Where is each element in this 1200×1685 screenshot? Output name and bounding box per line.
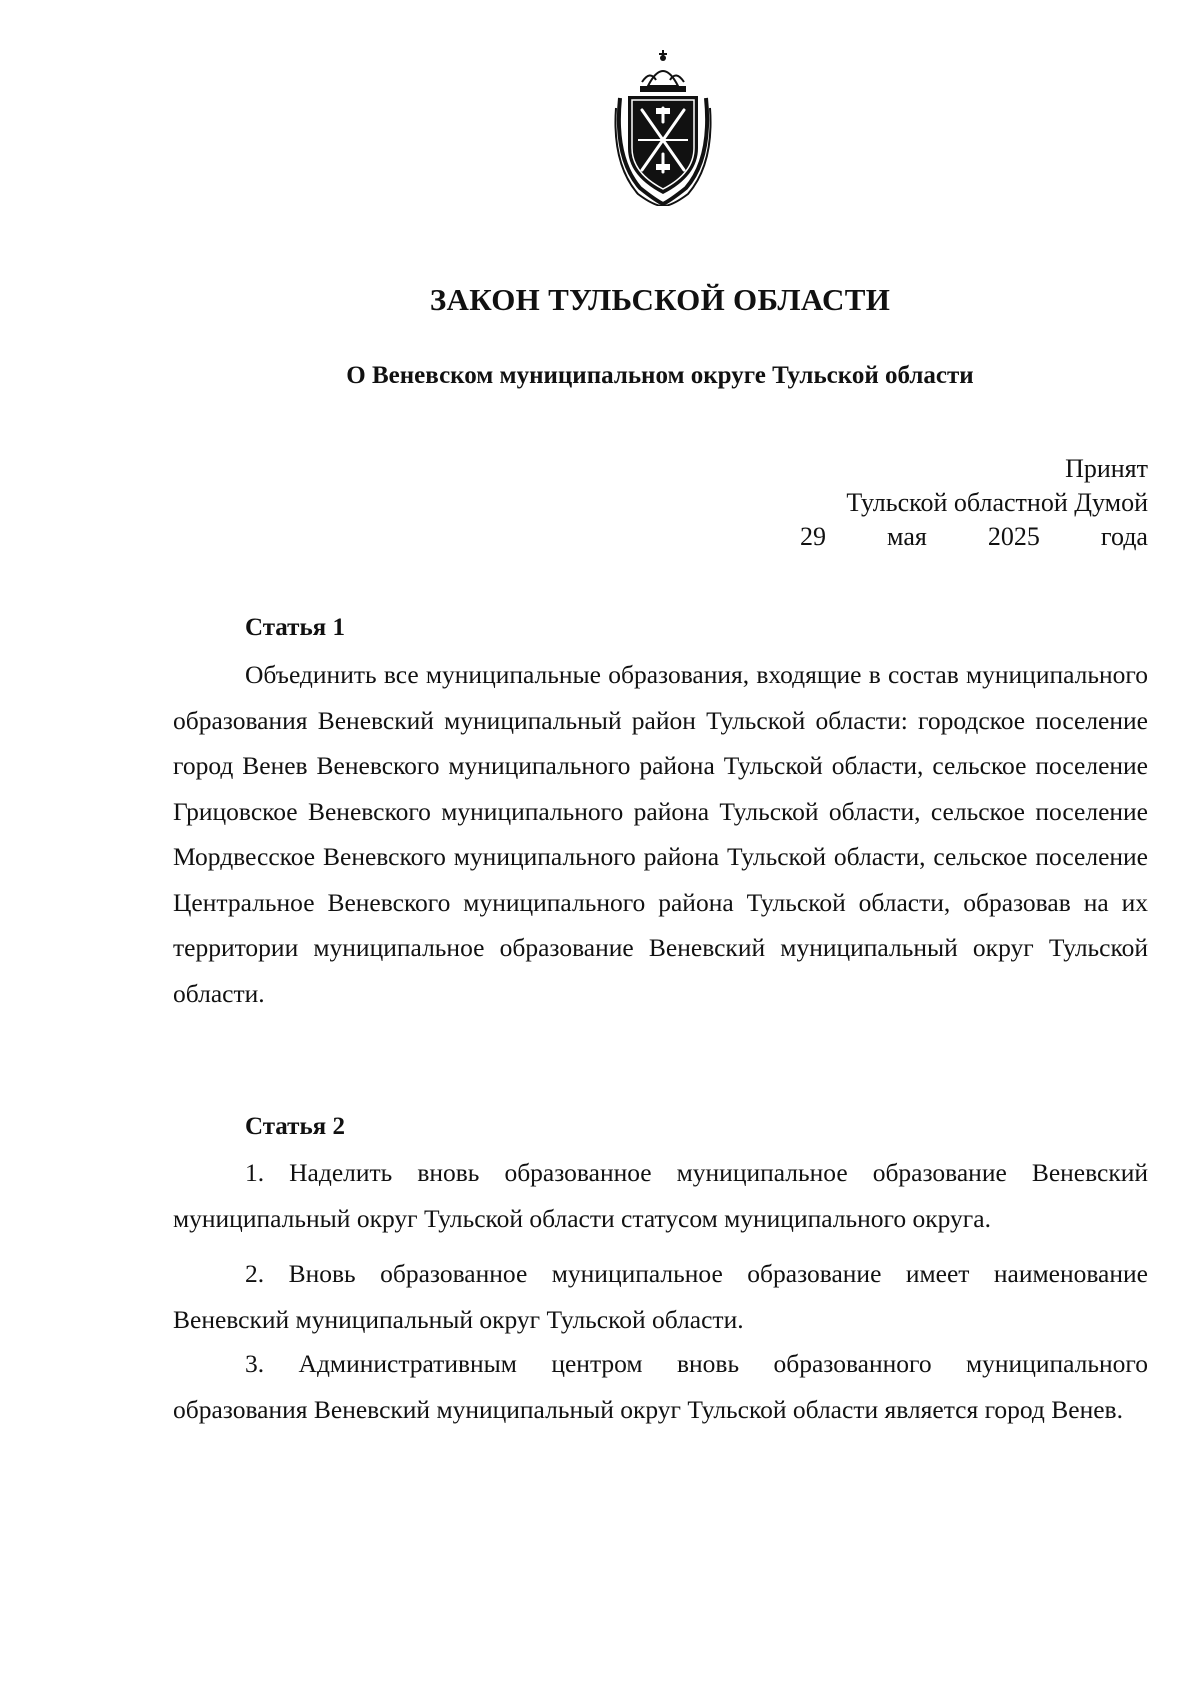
adoption-year-word: года: [1100, 522, 1148, 551]
article-2-paragraph-2: 2. Вновь образованное муниципальное образование имеет наименование Веневский муниципальный округ Тульской области.: [173, 1259, 1148, 1334]
adoption-month: мая: [887, 522, 927, 551]
law-subtitle: О Веневском муниципальном округе Тульской области: [346, 362, 974, 389]
adopted-by: Тульской областной Думой: [846, 488, 1148, 517]
article-1-paragraph: Объединить все муниципальные образования, входящие в состав муниципального образования Веневский муниципальный район Тульской области: городское поселение город Венев Веневского муниципального района Тульской области, сельское поселение Грицовское Веневского муниципального района Тульской области, сельское поселение Мордвесское Веневского муниципального района Тульской области, сельское поселение Центральное Веневского муниципального района Тульской области, образовав на их территории муниципальное образование Веневский муниципальный округ Тульской области.: [173, 660, 1148, 1008]
adopted-word: Принят: [1065, 454, 1148, 483]
article-2-paragraph-1: 1. Наделить вновь образованное муниципальное образование Веневский муниципальный округ Тульской области статусом муниципального округа.: [173, 1158, 1148, 1233]
adoption-year: 2025: [987, 522, 1040, 551]
article-2-heading: Статья 2: [245, 1113, 345, 1140]
adoption-date: [800, 520, 1148, 554]
article-1-heading: Статья 1: [245, 614, 345, 641]
article-2-paragraph-3: 3. Административным центром вновь образованного муниципального образования Веневский муниципальный округ Тульской области является город Венев.: [173, 1349, 1148, 1424]
tula-coat-of-arms-icon: [610, 48, 716, 206]
adoption-day: 29: [800, 522, 826, 551]
law-title: ЗАКОН ТУЛЬСКОЙ ОБЛАСТИ: [429, 282, 891, 317]
adoption-block: [800, 452, 1148, 554]
